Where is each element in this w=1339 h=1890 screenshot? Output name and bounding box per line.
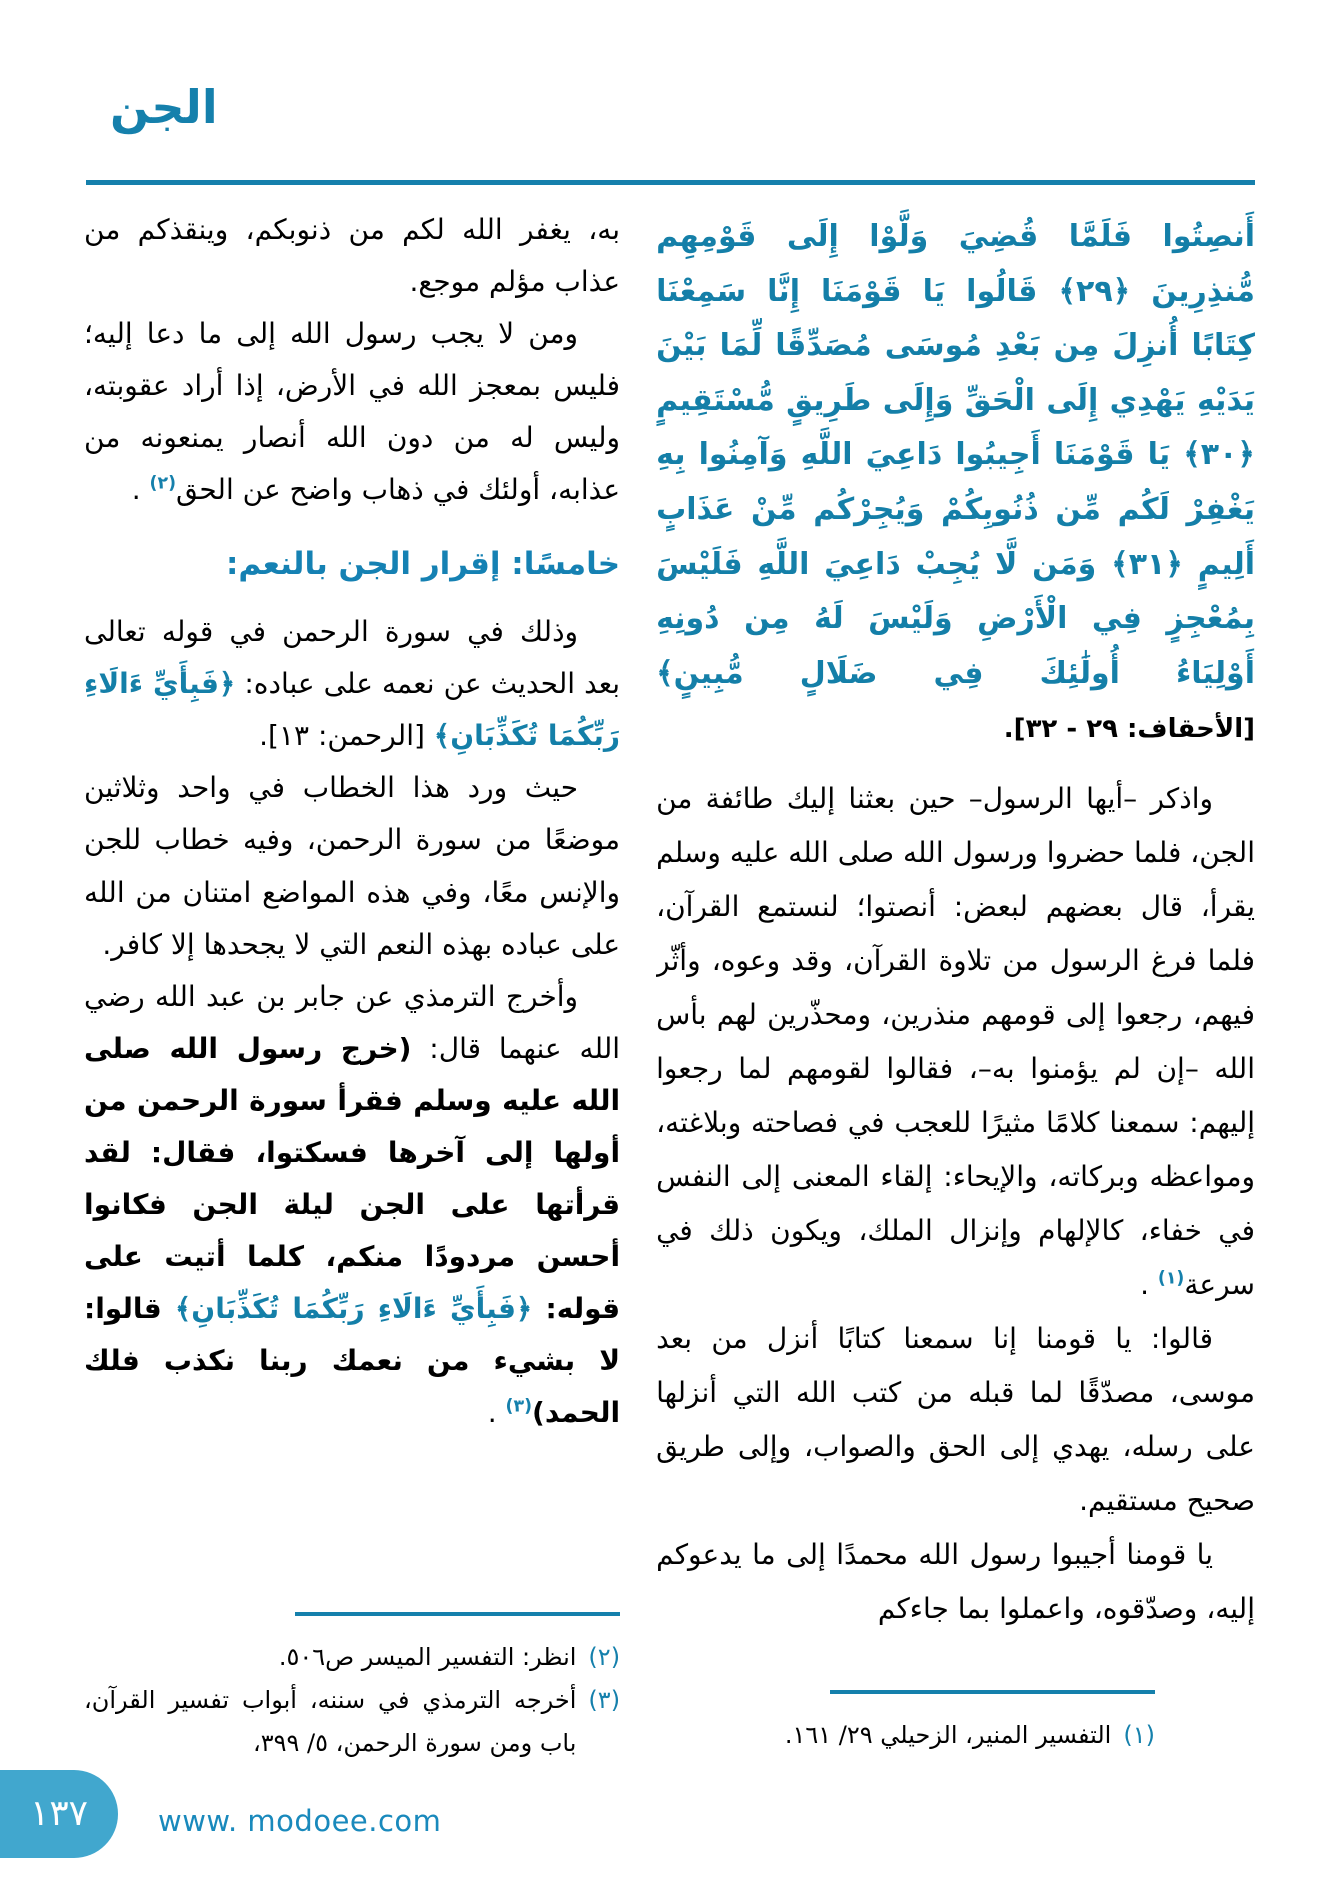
column-right bbox=[656, 204, 1255, 1784]
paragraph-hadith-tirmidhi: وأخرج الترمذي عن جابر بن عبد الله رضي الله عنهما قال: (خرج رسول الله صلى الله عليه وسلم فقرأ سورة الرحمن من أولها إلى آخرها فسكتوا، فقال: لقد قرأتها على الجن ليلة الجن فكانوا أحسن مردودًا منكم، كلما أتيت على قوله: ﴿فَبِأَيِّ ءَالَاءِ رَبِّكُمَا تُكَذِّبَانِ﴾ قالوا: لا بشيء من نعمك ربنا نكذب فلك الحمد)$^{(٣)}$ . bbox=[84, 979, 621, 1430]
footnote-text: انظر: التفسير الميسر ص٥٠٦. bbox=[278, 1643, 577, 1671]
quran-verse-block-ahqaf bbox=[656, 210, 1255, 756]
footnote bbox=[84, 1636, 620, 1679]
footnote-number: (٢) bbox=[588, 1643, 621, 1671]
footnote-number: (٣) bbox=[588, 1686, 621, 1715]
footnote bbox=[84, 1679, 620, 1765]
content-columns bbox=[84, 204, 1255, 1784]
header-divider bbox=[86, 180, 1255, 185]
footnote-text: التفسير المنير، الزحيلي ٢٩/ ١٦١. bbox=[784, 1721, 1112, 1749]
page-title: الجن bbox=[110, 80, 218, 134]
page-number-badge bbox=[0, 1770, 118, 1858]
quran-verse-text: أَنصِتُوا فَلَمَّا قُضِيَ وَلَّوْا إِلَى قَوْمِهِم مُّنذِرِينَ ﴿٢٩﴾ قَالُوا يَا قَوْمَنَا إِنَّا سَمِعْنَا كِتَابًا أُنزِلَ مِن بَعْدِ مُوسَى مُصَدِّقًا لِّمَا بَيْنَ يَدَيْهِ يَهْدِي إِلَى الْحَقِّ وَإِلَى طَرِيقٍ مُّسْتَقِيمٍ ﴿٣٠﴾ يَا قَوْمَنَا أَجِيبُوا دَاعِيَ اللَّهِ وَآمِنُوا بِهِ يَغْفِرْ لَكُم مِّن ذُنُوبِكُمْ وَيُجِرْكُم مِّنْ عَذَابٍ أَلِيمٍ ﴿٣١﴾ وَمَن لَّا يُجِبْ دَاعِيَ اللَّهِ فَلَيْسَ بِمُعْجِزٍ فِي الْأَرْضِ وَلَيْسَ لَهُ مِن دُونِهِ أَوْلِيَاءُ أُولَٰئِكَ فِي ضَلَالٍ مُّبِينٍ﴾ bbox=[656, 219, 1255, 691]
paragraph-continuation-forgiveness: به، يغفر الله لكم من ذنوبكم، وينقذكم من عذاب مؤلم موجع. bbox=[84, 213, 621, 299]
column-left bbox=[84, 204, 620, 1784]
footnote-divider bbox=[295, 1612, 620, 1616]
paragraph-surah-rahman-intro: وذلك في سورة الرحمن في قوله تعالى بعد الحديث عن نعمه على عباده: ﴿فَبِأَيِّ ءَالَاءِ رَبِّكُمَا تُكَذِّبَانِ﴾ [الرحمن: ١٣]. bbox=[84, 615, 621, 753]
website-text: www. modoee.com bbox=[158, 1804, 442, 1838]
footnotes-right bbox=[656, 1690, 1255, 1757]
quran-verse-reference: [الأحقاف: ٢٩ - ٣٢]. bbox=[1003, 714, 1255, 745]
column-right-paragraphs bbox=[656, 772, 1255, 1637]
paragraph-qalu-ya-qawmana: قالوا: يا قومنا إنا سمعنا كتابًا أنزل من بعد موسى، مصدّقًا لما قبله من كتب الله التي أنزلها على رسله، يهدي إلى الحق والصواب، وإلى طريق صحيح مستقيم. bbox=[656, 1322, 1255, 1518]
paragraph-khitab-occurrences: حيث ورد هذا الخطاب في واحد وثلاثين موضعًا من سورة الرحمن، وفيه خطاب للجن والإنس معًا، وفي هذه المواضع امتنان من الله على عباده بهذه النعم التي لا يجحدها إلا كافر. bbox=[84, 771, 621, 961]
footnote-text: أخرجه الترمذي في سننه، أبواب تفسير القرآن، باب ومن سورة الرحمن، ٥/ ٣٩٩، bbox=[84, 1686, 577, 1758]
column-right-text bbox=[656, 204, 1255, 1684]
paragraph-wa-man-la-yujib: ومن لا يجب رسول الله إلى ما دعا إليه؛ فليس بمعجز الله في الأرض، إذا أراد عقوبته، وليس له من دون الله أنصار يمنعونه من عذابه، أولئك في ذهاب واضح عن الحق$^{(٢)}$ . bbox=[84, 317, 621, 507]
footnote-number: (١) bbox=[1123, 1721, 1155, 1749]
section-heading-fifth: خامسًا: إقرار الجن بالنعم: bbox=[225, 546, 621, 583]
column-left-paragraphs bbox=[84, 204, 620, 1439]
paragraph-ajibu-daiya-allah: يا قومنا أجيبوا رسول الله محمدًا إلى ما يدعوكم إليه، وصدّقوه، واعملوا بما جاءكم bbox=[656, 1538, 1255, 1626]
footnote bbox=[656, 1714, 1155, 1757]
column-left-text bbox=[84, 204, 620, 1609]
footnotes-left bbox=[84, 1612, 620, 1766]
footnote-divider bbox=[830, 1690, 1155, 1694]
page-number: ١٣٧ bbox=[30, 1793, 89, 1834]
paragraph-tafsir-response: واذكر –أيها الرسول– حين بعثنا إليك طائفة من الجن، فلما حضروا ورسول الله صلى الله عليه وسلم يقرأ، قال بعضهم لبعض: أنصتوا؛ لنستمع القرآن، فلما فرغ الرسول من تلاوة القرآن، وقد وعوه، وأثّر فيهم، رجعوا إلى قومهم منذرين، ومحذّرين لهم بأس الله –إن لم يؤمنوا به–، فقالوا لقومهم لما رجعوا إليهم: سمعنا كلامًا مثيرًا للعجب في فصاحته وبلاغته، ومواعظه وبركاته، والإيحاء: إلقاء المعنى إلى النفس في خفاء، كالإلهام وإنزال الملك، ويكون ذلك في سرعة$^{(١)}$ . bbox=[656, 781, 1255, 1302]
